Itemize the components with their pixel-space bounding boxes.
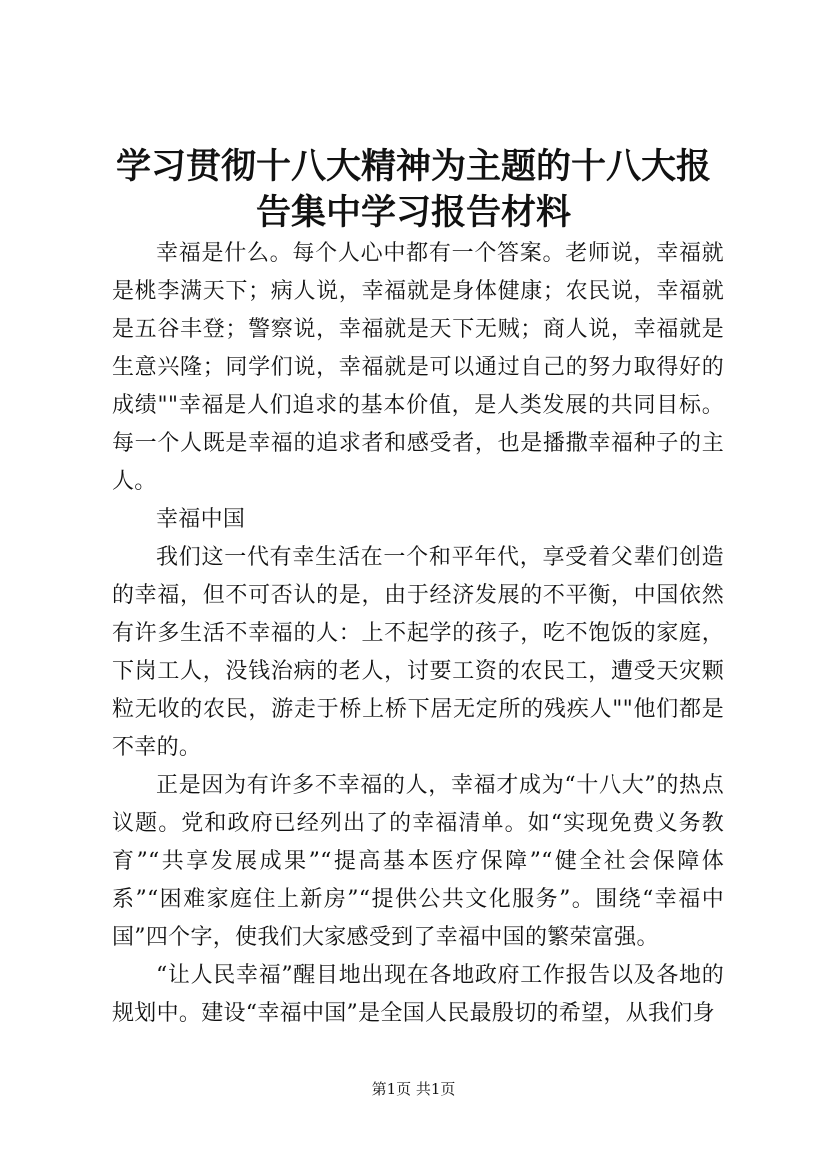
paragraph-4: “让人民幸福”醒目地出现在各地政府工作报告以及各地的规划中。建设“幸福中国”是全国人民最殷切的希望，从我们身 [112,963,724,1026]
document-title: 学习贯彻十八大精神为主题的十八大报告集中学习报告材料 [115,146,711,233]
document-body [112,235,724,1033]
paragraph-2: 我们这一代有幸生活在一个和平年代，享受着父辈们创造的幸福，但不可否认的是，由于经济发展的不平衡，中国依然有许多生活不幸福的人：上不起学的孩子，吃不饱饭的家庭，下岗工人，没钱治病的老人，讨要工资的农民工，遭受天灾颗粒无收的农民，游走于桥上桥下居无定所的残疾人""他们都是不幸的。 [112,545,724,760]
paragraph-3: 正是因为有许多不幸福的人，幸福才成为“十八大”的热点议题。党和政府已经列出了的幸福清单。如“实现免费义务教育”“共享发展成果”“提高基本医疗保障”“健全社会保障体系”“困难家庭住上新房”“提供公共文化服务”。围绕“幸福中国”四个字，使我们大家感受到了幸福中国的繁荣富强。 [112,773,724,950]
paragraph-1: 幸福是什么。每个人心中都有一个答案。老师说，幸福就是桃李满天下；病人说，幸福就是身体健康；农民说，幸福就是五谷丰登；警察说，幸福就是天下无贼；商人说，幸福就是生意兴隆；同学们说，幸福就是可以通过自己的努力取得好的成绩""幸福是人们追求的基本价值，是人类发展的共同目标。每一个人既是幸福的追求者和感受者，也是播撒幸福种子的主人。 [112,241,724,494]
page-footer: 第1页 共1页 [371,1080,456,1098]
section-heading: 幸福中国 [156,507,246,532]
